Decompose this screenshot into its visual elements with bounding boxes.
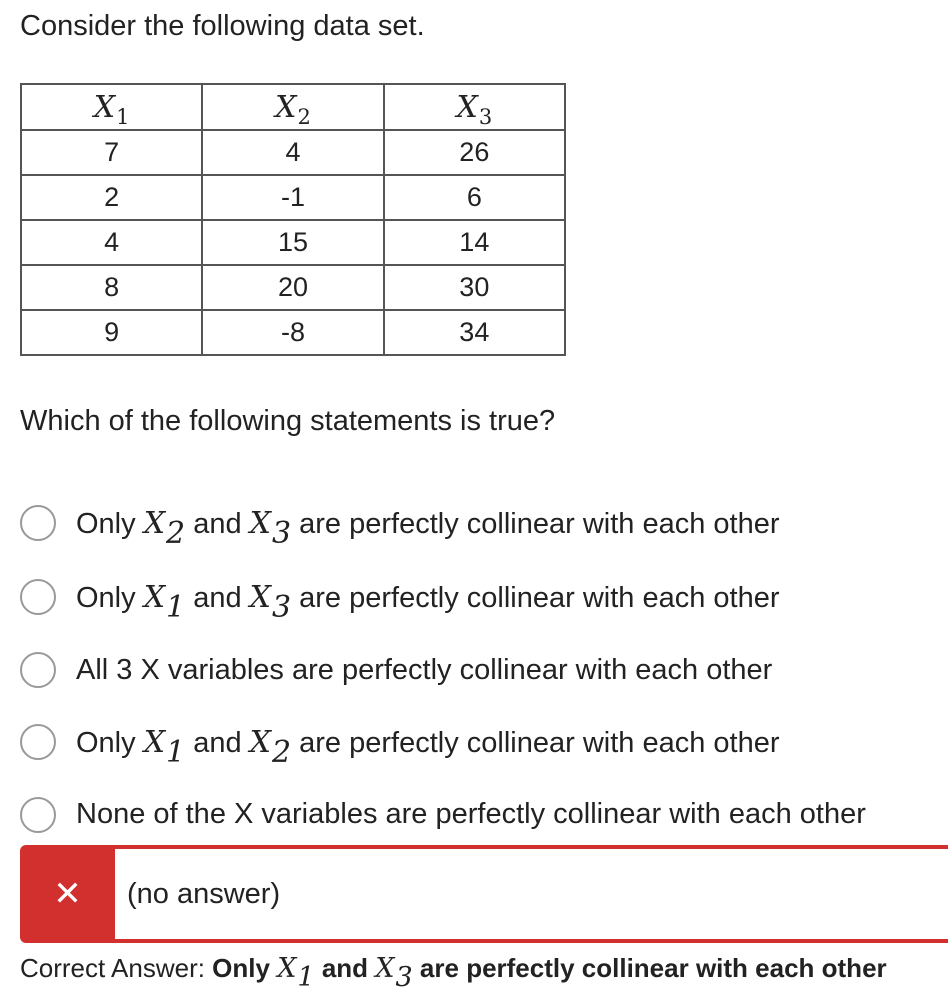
table-cell: 2: [21, 175, 202, 220]
answer-option-2[interactable]: [20, 560, 940, 634]
question-intro: Consider the following data set.: [20, 10, 425, 42]
correct-answer: [20, 948, 887, 994]
option-label: All 3 X variables are perfectly collinear with each other: [76, 653, 773, 686]
table-cell: 6: [384, 175, 565, 220]
result-body: [115, 845, 948, 943]
radio-button[interactable]: [20, 579, 56, 615]
close-icon: ✕: [53, 875, 82, 913]
no-answer-text: (no answer): [127, 877, 281, 910]
radio-button[interactable]: [20, 797, 56, 833]
table-cell: 8: [21, 265, 202, 310]
data-table: [20, 83, 566, 356]
table-cell: 7: [21, 130, 202, 175]
table-cell: 14: [384, 220, 565, 265]
incorrect-marker: [20, 845, 115, 943]
column-header-x3: $X_3$: [384, 84, 565, 130]
radio-button[interactable]: [20, 724, 56, 760]
table-row: [21, 175, 565, 220]
answer-options: [20, 486, 940, 851]
option-label: Only X1 and X3 are perfectly collinear with each other: [76, 579, 780, 625]
column-header-x1: $X_1$: [21, 84, 202, 130]
answer-option-5[interactable]: [20, 778, 940, 851]
correct-answer-label: Correct Answer:: [20, 953, 213, 983]
table-row: [21, 310, 565, 355]
table-cell: 4: [202, 130, 383, 175]
table-cell: 30: [384, 265, 565, 310]
table-row: [21, 265, 565, 310]
option-label: Only X1 and X2 are perfectly collinear with each other: [76, 724, 780, 770]
table-row: [21, 220, 565, 265]
table-cell: -1: [202, 175, 383, 220]
table-cell: 15: [202, 220, 383, 265]
answer-option-4[interactable]: [20, 706, 940, 778]
answer-option-3[interactable]: [20, 634, 940, 706]
answer-option-1[interactable]: [20, 486, 940, 560]
table-cell: -8: [202, 310, 383, 355]
table-cell: 20: [202, 265, 383, 310]
question-prompt: Which of the following statements is true?: [20, 405, 556, 437]
result-box: [20, 845, 948, 943]
radio-button[interactable]: [20, 652, 56, 688]
table-row: [21, 130, 565, 175]
radio-button[interactable]: [20, 505, 56, 541]
table-cell: 4: [21, 220, 202, 265]
table-cell: 9: [21, 310, 202, 355]
table-header-row: [21, 84, 565, 130]
correct-answer-text: Only X1 and X3 are perfectly collinear with each other: [212, 953, 887, 994]
option-label: Only X2 and X3 are perfectly collinear with each other: [76, 505, 780, 551]
table-cell: 26: [384, 130, 565, 175]
option-label: None of the X variables are perfectly collinear with each other: [76, 798, 866, 830]
table-cell: 34: [384, 310, 565, 355]
column-header-x2: $X_2$: [202, 84, 383, 130]
